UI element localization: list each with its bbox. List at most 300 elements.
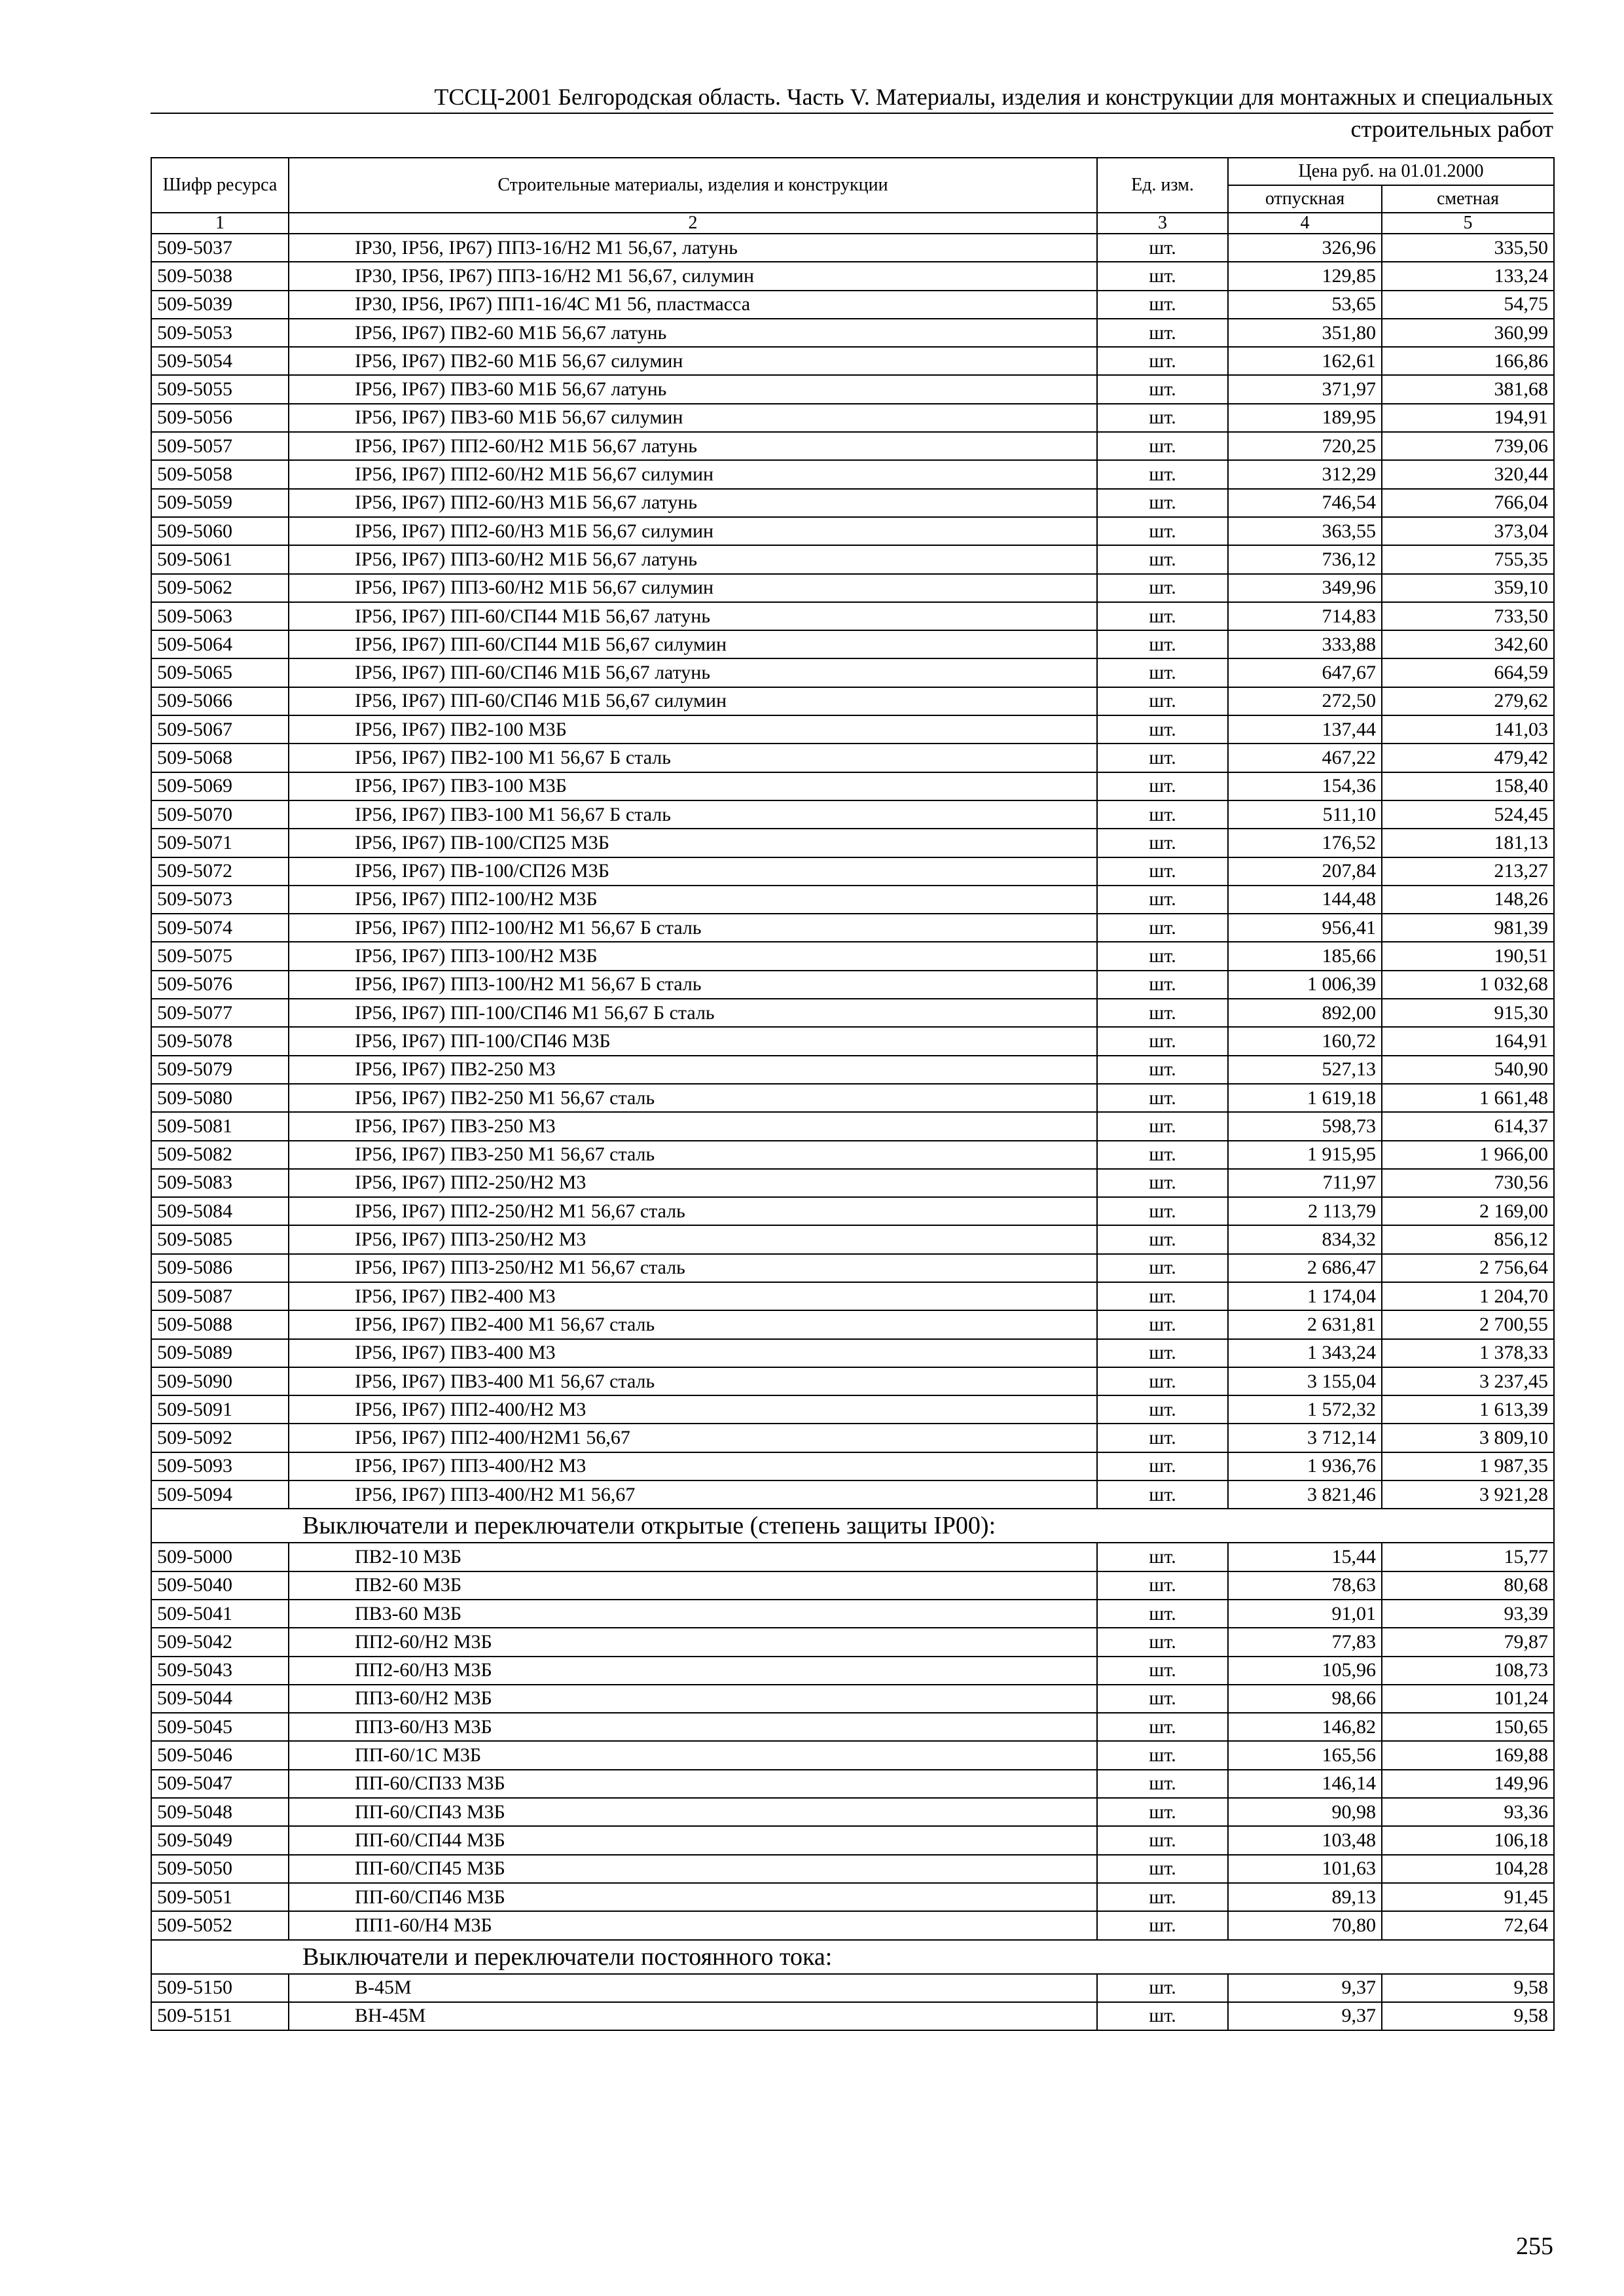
- unit: шт.: [1097, 1741, 1228, 1769]
- header-estimate-price: сметная: [1382, 185, 1554, 213]
- material-name: IP56, IP67) ПП2-60/Н2 М1Б 56,67 латунь: [289, 432, 1097, 460]
- unit: шт.: [1097, 1883, 1228, 1911]
- release-price: 1 936,76: [1228, 1452, 1382, 1480]
- estimate-price: 1 966,00: [1382, 1141, 1554, 1169]
- unit: шт.: [1097, 1225, 1228, 1253]
- release-price: 129,85: [1228, 262, 1382, 290]
- release-price: 2 686,47: [1228, 1254, 1382, 1282]
- unit: шт.: [1097, 1685, 1228, 1713]
- unit: шт.: [1097, 1571, 1228, 1600]
- material-name: ВН-45М: [289, 2002, 1097, 2030]
- material-name: ПП-60/СП33 М3Б: [289, 1770, 1097, 1798]
- section-heading-row: [151, 1940, 1554, 1974]
- material-name: IP56, IP67) ПП2-250/Н2 М3: [289, 1169, 1097, 1197]
- material-name: ПВ3-60 М3Б: [289, 1600, 1097, 1628]
- table-row: [151, 1310, 1554, 1338]
- table-row: [151, 1282, 1554, 1310]
- resource-code: 509-5094: [151, 1480, 289, 1509]
- estimate-price: 79,87: [1382, 1628, 1554, 1656]
- resource-code: 509-5093: [151, 1452, 289, 1480]
- material-name: IP56, IP67) ПП-60/СП46 М1Б 56,67 латунь: [289, 658, 1097, 687]
- resource-code: 509-5056: [151, 404, 289, 432]
- release-price: 1 006,39: [1228, 971, 1382, 999]
- release-price: 89,13: [1228, 1883, 1382, 1911]
- release-price: 165,56: [1228, 1741, 1382, 1769]
- estimate-price: 540,90: [1382, 1056, 1554, 1084]
- table-row: [151, 914, 1554, 942]
- unit: шт.: [1097, 489, 1228, 517]
- release-price: 78,63: [1228, 1571, 1382, 1600]
- unit: шт.: [1097, 432, 1228, 460]
- material-name: IP56, IP67) ПВ3-400 М3: [289, 1339, 1097, 1367]
- resource-code: 509-5039: [151, 291, 289, 319]
- unit: шт.: [1097, 857, 1228, 886]
- unit: шт.: [1097, 1911, 1228, 1939]
- material-name: IP56, IP67) ПВ2-250 М3: [289, 1056, 1097, 1084]
- table-row: [151, 1141, 1554, 1169]
- release-price: 160,72: [1228, 1027, 1382, 1055]
- resource-code: 509-5089: [151, 1339, 289, 1367]
- estimate-price: 3 921,28: [1382, 1480, 1554, 1509]
- unit: шт.: [1097, 630, 1228, 658]
- table-row: [151, 715, 1554, 744]
- estimate-price: 373,04: [1382, 517, 1554, 545]
- estimate-price: 1 987,35: [1382, 1452, 1554, 1480]
- release-price: 1 174,04: [1228, 1282, 1382, 1310]
- resource-code: 509-5041: [151, 1600, 289, 1628]
- table-row: [151, 1367, 1554, 1395]
- header-title: ТССЦ-2001 Белгородская область. Часть V. Материалы, изделия и конструкции для монтажных и специальных: [434, 84, 1553, 110]
- resource-code: 509-5053: [151, 319, 289, 347]
- column-number: 5: [1382, 213, 1554, 234]
- table-body: [151, 234, 1554, 2030]
- material-name: IP56, IP67) ПВ2-100 М1 56,67 Б сталь: [289, 744, 1097, 772]
- unit: шт.: [1097, 1339, 1228, 1367]
- release-price: 176,52: [1228, 829, 1382, 857]
- resource-code: 509-5064: [151, 630, 289, 658]
- release-price: 956,41: [1228, 914, 1382, 942]
- release-price: 162,61: [1228, 347, 1382, 375]
- material-name: ПП-60/СП45 М3Б: [289, 1855, 1097, 1883]
- resource-code: 509-5061: [151, 545, 289, 573]
- resource-code: 509-5087: [151, 1282, 289, 1310]
- table-row: [151, 1713, 1554, 1741]
- estimate-price: 381,68: [1382, 375, 1554, 403]
- resource-code: 509-5038: [151, 262, 289, 290]
- table-row: [151, 545, 1554, 573]
- release-price: 598,73: [1228, 1112, 1382, 1140]
- material-name: IP56, IP67) ПП2-250/Н2 М1 56,67 сталь: [289, 1197, 1097, 1225]
- resource-code: 509-5072: [151, 857, 289, 886]
- material-name: IP56, IP67) ПВ3-250 М3: [289, 1112, 1097, 1140]
- resource-code: 509-5074: [151, 914, 289, 942]
- resource-code: 509-5078: [151, 1027, 289, 1055]
- material-name: IP56, IP67) ПП2-400/Н2М1 56,67: [289, 1424, 1097, 1452]
- table-row: [151, 1084, 1554, 1112]
- material-name: ПП-60/СП44 М3Б: [289, 1826, 1097, 1854]
- release-price: 272,50: [1228, 687, 1382, 715]
- resource-code: 509-5051: [151, 1883, 289, 1911]
- material-name: ПП2-60/Н3 М3Б: [289, 1657, 1097, 1685]
- unit: шт.: [1097, 829, 1228, 857]
- unit: шт.: [1097, 942, 1228, 970]
- release-price: 146,14: [1228, 1770, 1382, 1798]
- estimate-price: 2 169,00: [1382, 1197, 1554, 1225]
- resource-code: 509-5081: [151, 1112, 289, 1140]
- estimate-price: 104,28: [1382, 1855, 1554, 1883]
- unit: шт.: [1097, 914, 1228, 942]
- estimate-price: 101,24: [1382, 1685, 1554, 1713]
- release-price: 185,66: [1228, 942, 1382, 970]
- material-name: IP56, IP67) ПП3-60/Н2 М1Б 56,67 латунь: [289, 545, 1097, 573]
- unit: шт.: [1097, 1424, 1228, 1452]
- header-subtitle: строительных работ: [1350, 116, 1553, 142]
- material-name: IP56, IP67) ПВ2-60 М1Б 56,67 силумин: [289, 347, 1097, 375]
- table-row: [151, 1225, 1554, 1253]
- table-row: [151, 800, 1554, 829]
- header-code: Шифр ресурса: [151, 158, 289, 213]
- release-price: 189,95: [1228, 404, 1382, 432]
- table-row: [151, 744, 1554, 772]
- resource-code: 509-5150: [151, 1974, 289, 2002]
- table-row: [151, 1741, 1554, 1769]
- material-name: ПП-60/1С М3Б: [289, 1741, 1097, 1769]
- material-name: IP56, IP67) ПВ3-100 М1 56,67 Б сталь: [289, 800, 1097, 829]
- estimate-price: 360,99: [1382, 319, 1554, 347]
- resource-code: 509-5065: [151, 658, 289, 687]
- material-name: IP56, IP67) ПВ3-60 М1Б 56,67 латунь: [289, 375, 1097, 403]
- unit: шт.: [1097, 971, 1228, 999]
- unit: шт.: [1097, 319, 1228, 347]
- release-price: 144,48: [1228, 886, 1382, 914]
- resource-code: 509-5085: [151, 1225, 289, 1253]
- unit: шт.: [1097, 602, 1228, 630]
- section-heading: Выключатели и переключатели открытые (степень защиты IP00):: [151, 1509, 1554, 1543]
- material-name: IP56, IP67) ПВ2-100 М3Б: [289, 715, 1097, 744]
- estimate-price: 733,50: [1382, 602, 1554, 630]
- estimate-price: 93,36: [1382, 1798, 1554, 1826]
- resource-code: 509-5000: [151, 1543, 289, 1571]
- material-name: IP56, IP67) ПВ3-60 М1Б 56,67 силумин: [289, 404, 1097, 432]
- release-price: 527,13: [1228, 1056, 1382, 1084]
- material-name: IP56, IP67) ПП-100/СП46 М3Б: [289, 1027, 1097, 1055]
- header-release-price: отпускная: [1228, 185, 1382, 213]
- estimate-price: 524,45: [1382, 800, 1554, 829]
- resource-code: 509-5066: [151, 687, 289, 715]
- table-row: [151, 1974, 1554, 2002]
- material-name: IP56, IP67) ПП2-60/Н2 М1Б 56,67 силумин: [289, 460, 1097, 488]
- material-name: IP56, IP67) ПП-60/СП46 М1Б 56,67 силумин: [289, 687, 1097, 715]
- resource-code: 509-5055: [151, 375, 289, 403]
- unit: шт.: [1097, 687, 1228, 715]
- release-price: 1 915,95: [1228, 1141, 1382, 1169]
- table-header-row: [151, 158, 1554, 185]
- unit: шт.: [1097, 460, 1228, 488]
- release-price: 349,96: [1228, 574, 1382, 602]
- unit: шт.: [1097, 1310, 1228, 1338]
- table-row: [151, 942, 1554, 970]
- table-row: [151, 1571, 1554, 1600]
- table-row: [151, 630, 1554, 658]
- estimate-price: 150,65: [1382, 1713, 1554, 1741]
- table-row: [151, 262, 1554, 290]
- estimate-price: 279,62: [1382, 687, 1554, 715]
- material-name: IP56, IP67) ПВ-100/СП26 М3Б: [289, 857, 1097, 886]
- resource-code: 509-5075: [151, 942, 289, 970]
- release-price: 3 821,46: [1228, 1480, 1382, 1509]
- release-price: 746,54: [1228, 489, 1382, 517]
- resource-code: 509-5037: [151, 234, 289, 262]
- material-name: IP56, IP67) ПП2-400/Н2 М3: [289, 1395, 1097, 1424]
- table-row: [151, 1855, 1554, 1883]
- estimate-price: 148,26: [1382, 886, 1554, 914]
- estimate-price: 194,91: [1382, 404, 1554, 432]
- estimate-price: 133,24: [1382, 262, 1554, 290]
- estimate-price: 15,77: [1382, 1543, 1554, 1571]
- estimate-price: 3 809,10: [1382, 1424, 1554, 1452]
- resource-code: 509-5048: [151, 1798, 289, 1826]
- table-row: [151, 375, 1554, 403]
- material-name: ПВ2-10 М3Б: [289, 1543, 1097, 1571]
- resource-code: 509-5067: [151, 715, 289, 744]
- estimate-price: 108,73: [1382, 1657, 1554, 1685]
- estimate-price: 54,75: [1382, 291, 1554, 319]
- resource-code: 509-5091: [151, 1395, 289, 1424]
- unit: шт.: [1097, 772, 1228, 800]
- estimate-price: 9,58: [1382, 1974, 1554, 2002]
- estimate-price: 766,04: [1382, 489, 1554, 517]
- table-row: [151, 1657, 1554, 1685]
- resource-code: 509-5059: [151, 489, 289, 517]
- header-price: Цена руб. на 01.01.2000: [1228, 158, 1554, 185]
- unit: шт.: [1097, 262, 1228, 290]
- unit: шт.: [1097, 2002, 1228, 2030]
- column-number: 2: [289, 213, 1097, 234]
- resource-code: 509-5088: [151, 1310, 289, 1338]
- release-price: 9,37: [1228, 2002, 1382, 2030]
- unit: шт.: [1097, 715, 1228, 744]
- table-row: [151, 999, 1554, 1027]
- resource-code: 509-5058: [151, 460, 289, 488]
- unit: шт.: [1097, 1657, 1228, 1685]
- release-price: 371,97: [1228, 375, 1382, 403]
- table-row: [151, 1112, 1554, 1140]
- table-row: [151, 234, 1554, 262]
- unit: шт.: [1097, 404, 1228, 432]
- material-name: IP56, IP67) ПВ-100/СП25 М3Б: [289, 829, 1097, 857]
- table-row: [151, 687, 1554, 715]
- unit: шт.: [1097, 999, 1228, 1027]
- unit: шт.: [1097, 1974, 1228, 2002]
- resource-code: 509-5054: [151, 347, 289, 375]
- release-price: 720,25: [1228, 432, 1382, 460]
- estimate-price: 190,51: [1382, 942, 1554, 970]
- release-price: 137,44: [1228, 715, 1382, 744]
- table-row: [151, 857, 1554, 886]
- unit: шт.: [1097, 1282, 1228, 1310]
- release-price: 333,88: [1228, 630, 1382, 658]
- resource-code: 509-5079: [151, 1056, 289, 1084]
- estimate-price: 479,42: [1382, 744, 1554, 772]
- estimate-price: 739,06: [1382, 432, 1554, 460]
- material-name: IP56, IP67) ПП-60/СП44 М1Б 56,67 силумин: [289, 630, 1097, 658]
- estimate-price: 169,88: [1382, 1741, 1554, 1769]
- table-row: [151, 829, 1554, 857]
- material-name: ПП3-60/Н3 М3Б: [289, 1713, 1097, 1741]
- unit: шт.: [1097, 1770, 1228, 1798]
- estimate-price: 342,60: [1382, 630, 1554, 658]
- release-price: 647,67: [1228, 658, 1382, 687]
- release-price: 105,96: [1228, 1657, 1382, 1685]
- release-price: 98,66: [1228, 1685, 1382, 1713]
- table-row: [151, 971, 1554, 999]
- table-row: [151, 1628, 1554, 1656]
- unit: шт.: [1097, 1600, 1228, 1628]
- estimate-price: 1 378,33: [1382, 1339, 1554, 1367]
- table-row: [151, 1685, 1554, 1713]
- table-row: [151, 1056, 1554, 1084]
- resource-code: 509-5042: [151, 1628, 289, 1656]
- material-name: IP56, IP67) ПВ2-400 М1 56,67 сталь: [289, 1310, 1097, 1338]
- estimate-price: 915,30: [1382, 999, 1554, 1027]
- table-row: [151, 517, 1554, 545]
- release-price: 53,65: [1228, 291, 1382, 319]
- estimate-price: 614,37: [1382, 1112, 1554, 1140]
- resource-code: 509-5062: [151, 574, 289, 602]
- resource-code: 509-5060: [151, 517, 289, 545]
- release-price: 90,98: [1228, 1798, 1382, 1826]
- estimate-price: 981,39: [1382, 914, 1554, 942]
- material-name: IP56, IP67) ПП3-100/Н2 М3Б: [289, 942, 1097, 970]
- material-name: IP30, IP56, IP67) ПП1-16/4С М1 56, пластмасса: [289, 291, 1097, 319]
- estimate-price: 1 032,68: [1382, 971, 1554, 999]
- page-header: [151, 82, 1553, 144]
- material-name: В-45М: [289, 1974, 1097, 2002]
- material-name: IP56, IP67) ПП2-100/Н2 М3Б: [289, 886, 1097, 914]
- header-unit: Ед. изм.: [1097, 158, 1228, 213]
- table-row: [151, 1027, 1554, 1055]
- estimate-price: 755,35: [1382, 545, 1554, 573]
- unit: шт.: [1097, 800, 1228, 829]
- table-row: [151, 1452, 1554, 1480]
- table-row: [151, 1339, 1554, 1367]
- release-price: 2 113,79: [1228, 1197, 1382, 1225]
- table-row: [151, 1770, 1554, 1798]
- unit: шт.: [1097, 347, 1228, 375]
- release-price: 3 712,14: [1228, 1424, 1382, 1452]
- unit: шт.: [1097, 1169, 1228, 1197]
- unit: шт.: [1097, 1395, 1228, 1424]
- unit: шт.: [1097, 1084, 1228, 1112]
- table-row: [151, 574, 1554, 602]
- column-number: 4: [1228, 213, 1382, 234]
- material-name: IP56, IP67) ПП2-100/Н2 М1 56,67 Б сталь: [289, 914, 1097, 942]
- resource-code: 509-5080: [151, 1084, 289, 1112]
- resource-code: 509-5086: [151, 1254, 289, 1282]
- resource-code: 509-5044: [151, 1685, 289, 1713]
- estimate-price: 3 237,45: [1382, 1367, 1554, 1395]
- release-price: 351,80: [1228, 319, 1382, 347]
- resource-code: 509-5090: [151, 1367, 289, 1395]
- table-row: [151, 772, 1554, 800]
- column-number: 3: [1097, 213, 1228, 234]
- resource-code: 509-5049: [151, 1826, 289, 1854]
- estimate-price: 164,91: [1382, 1027, 1554, 1055]
- material-name: IP30, IP56, IP67) ПП3-16/Н2 М1 56,67, силумин: [289, 262, 1097, 290]
- resource-code: 509-5057: [151, 432, 289, 460]
- table-row: [151, 2002, 1554, 2030]
- resource-code: 509-5071: [151, 829, 289, 857]
- estimate-price: 664,59: [1382, 658, 1554, 687]
- material-name: IP56, IP67) ПП3-100/Н2 М1 56,67 Б сталь: [289, 971, 1097, 999]
- estimate-price: 1 613,39: [1382, 1395, 1554, 1424]
- release-price: 312,29: [1228, 460, 1382, 488]
- material-name: IP56, IP67) ПП2-60/Н3 М1Б 56,67 силумин: [289, 517, 1097, 545]
- unit: шт.: [1097, 1027, 1228, 1055]
- table-row: [151, 291, 1554, 319]
- estimate-price: 359,10: [1382, 574, 1554, 602]
- unit: шт.: [1097, 1480, 1228, 1509]
- unit: шт.: [1097, 375, 1228, 403]
- material-name: IP56, IP67) ПВ3-250 М1 56,67 сталь: [289, 1141, 1097, 1169]
- material-name: IP56, IP67) ПП3-250/Н2 М3: [289, 1225, 1097, 1253]
- material-name: IP56, IP67) ПВ2-60 М1Б 56,67 латунь: [289, 319, 1097, 347]
- unit: шт.: [1097, 517, 1228, 545]
- estimate-price: 93,39: [1382, 1600, 1554, 1628]
- unit: шт.: [1097, 1826, 1228, 1854]
- unit: шт.: [1097, 1112, 1228, 1140]
- release-price: 146,82: [1228, 1713, 1382, 1741]
- unit: шт.: [1097, 291, 1228, 319]
- table-row: [151, 1197, 1554, 1225]
- release-price: 101,63: [1228, 1855, 1382, 1883]
- table-row: [151, 319, 1554, 347]
- resource-code: 509-5070: [151, 800, 289, 829]
- release-price: 15,44: [1228, 1543, 1382, 1571]
- table-row: [151, 1480, 1554, 1509]
- estimate-price: 335,50: [1382, 234, 1554, 262]
- unit: шт.: [1097, 1713, 1228, 1741]
- estimate-price: 91,45: [1382, 1883, 1554, 1911]
- unit: шт.: [1097, 1141, 1228, 1169]
- estimate-price: 1 204,70: [1382, 1282, 1554, 1310]
- material-name: IP56, IP67) ПП3-400/Н2 М3: [289, 1452, 1097, 1480]
- unit: шт.: [1097, 1197, 1228, 1225]
- release-price: 1 572,32: [1228, 1395, 1382, 1424]
- material-name: IP56, IP67) ПВ2-250 М1 56,67 сталь: [289, 1084, 1097, 1112]
- release-price: 736,12: [1228, 545, 1382, 573]
- release-price: 511,10: [1228, 800, 1382, 829]
- material-name: ПП-60/СП43 М3Б: [289, 1798, 1097, 1826]
- estimate-price: 1 661,48: [1382, 1084, 1554, 1112]
- release-price: 711,97: [1228, 1169, 1382, 1197]
- resource-code: 509-5076: [151, 971, 289, 999]
- page-number: 255: [1516, 2233, 1553, 2260]
- estimate-price: 320,44: [1382, 460, 1554, 488]
- material-name: IP56, IP67) ПП3-400/Н2 М1 56,67: [289, 1480, 1097, 1509]
- table-row: [151, 1798, 1554, 1826]
- unit: шт.: [1097, 1798, 1228, 1826]
- table-row: [151, 1543, 1554, 1571]
- table-row: [151, 1169, 1554, 1197]
- section-heading-row: [151, 1509, 1554, 1543]
- material-name: IP56, IP67) ПП2-60/Н3 М1Б 56,67 латунь: [289, 489, 1097, 517]
- estimate-price: 158,40: [1382, 772, 1554, 800]
- estimate-price: 181,13: [1382, 829, 1554, 857]
- resource-code: 509-5052: [151, 1911, 289, 1939]
- table-row: [151, 886, 1554, 914]
- table-row: [151, 432, 1554, 460]
